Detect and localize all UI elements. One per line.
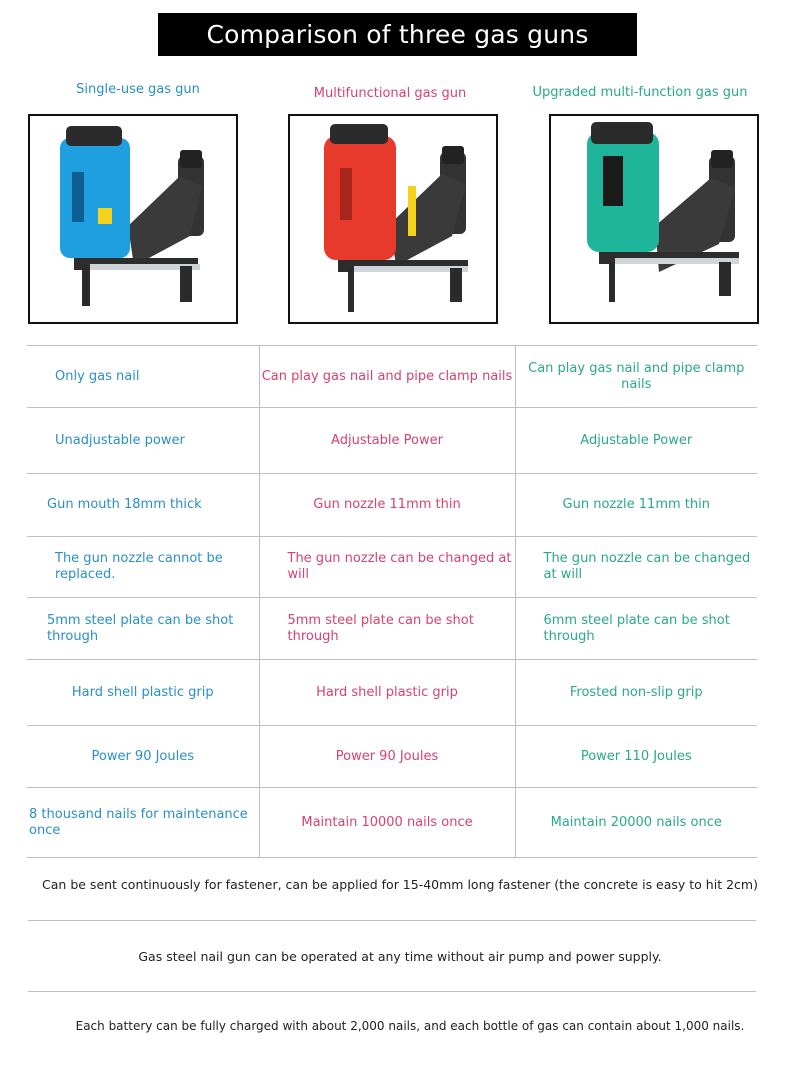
table-cell: Power 110 Joules	[515, 726, 757, 788]
note-no-air-pump: Gas steel nail gun can be operated at any time without air pump and power supply.	[138, 949, 662, 964]
table-cell: 6mm steel plate can be shot through	[515, 598, 757, 660]
table-cell: The gun nozzle can be changed at will	[259, 537, 515, 598]
table-row	[27, 537, 757, 598]
table-cell: The gun nozzle can be changed at will	[515, 537, 757, 598]
table-cell: Hard shell plastic grip	[259, 660, 515, 726]
table-cell: 5mm steel plate can be shot through	[27, 598, 259, 660]
table-cell: Power 90 Joules	[27, 726, 259, 788]
column-header-multifunctional: Multifunctional gas gun	[313, 86, 467, 101]
column-header-upgraded: Upgraded multi-function gas gun	[532, 85, 748, 100]
note-battery-gas-capacity: Each battery can be fully charged with about 2,000 nails, and each bottle of gas can contain about 1,000 nails.	[75, 1019, 745, 1033]
table-row	[27, 408, 757, 474]
table-cell: Maintain 10000 nails once	[259, 788, 515, 858]
table-cell: Frosted non-slip grip	[515, 660, 757, 726]
table-cell: Can play gas nail and pipe clamp nails	[515, 346, 757, 408]
table-row	[27, 474, 757, 537]
table-cell: Gun mouth 18mm thick	[27, 474, 259, 537]
note-continuous-fastener: Can be sent continuously for fastener, can be applied for 15-40mm long fastener (the concrete is easy to hit 2cm)	[42, 877, 758, 892]
divider	[28, 991, 756, 992]
nail-gun-green-illustration	[551, 116, 757, 322]
table-cell: Adjustable Power	[259, 408, 515, 474]
table-cell: 8 thousand nails for maintenance once	[27, 788, 259, 858]
nail-gun-blue-illustration	[30, 116, 236, 322]
table-cell: Unadjustable power	[27, 408, 259, 474]
product-image-single-use	[28, 114, 238, 324]
table-row	[27, 660, 757, 726]
divider	[28, 920, 756, 921]
table-cell: Adjustable Power	[515, 408, 757, 474]
table-cell: Power 90 Joules	[259, 726, 515, 788]
table-cell: 5mm steel plate can be shot through	[259, 598, 515, 660]
table-cell: Can play gas nail and pipe clamp nails	[259, 346, 515, 408]
table-row	[27, 598, 757, 660]
table-cell: Maintain 20000 nails once	[515, 788, 757, 858]
nail-gun-red-illustration	[290, 116, 496, 322]
product-image-upgraded	[549, 114, 759, 324]
page-title: Comparison of three gas guns	[158, 13, 637, 56]
comparison-table	[27, 345, 757, 858]
table-row	[27, 346, 757, 408]
table-cell: Gun nozzle 11mm thin	[515, 474, 757, 537]
table-row	[27, 788, 757, 858]
table-cell: Only gas nail	[27, 346, 259, 408]
table-cell: Gun nozzle 11mm thin	[259, 474, 515, 537]
table-cell: Hard shell plastic grip	[27, 660, 259, 726]
product-image-multifunctional	[288, 114, 498, 324]
table-cell: The gun nozzle cannot be replaced.	[27, 537, 259, 598]
table-row	[27, 726, 757, 788]
column-header-single-use: Single-use gas gun	[76, 82, 200, 97]
